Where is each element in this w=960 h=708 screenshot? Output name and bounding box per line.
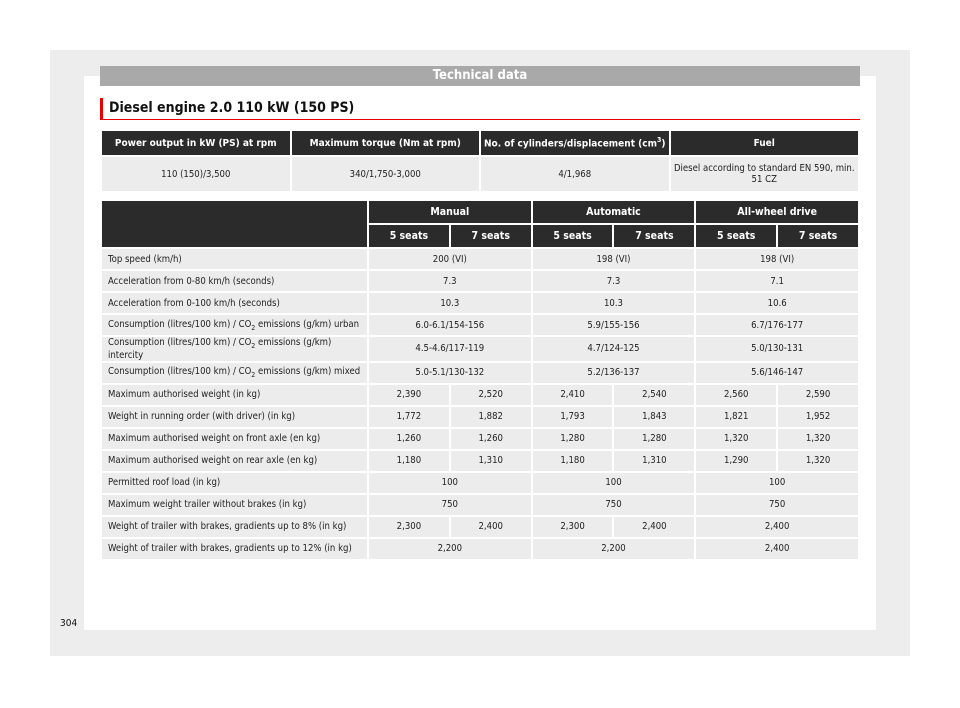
co2-prefix: Consumption (litres/100 km) / CO [108, 337, 252, 348]
cell-awd-7: 1,952 [778, 407, 858, 427]
seats-automatic-5: 5 seats [533, 225, 613, 247]
cell-automatic-5: 2,300 [533, 517, 613, 537]
cell-automatic-7: 1,843 [614, 407, 694, 427]
engine-table-header [102, 131, 858, 155]
cell-awd: 5.6/146-147 [696, 363, 858, 383]
co2-sub: 2 [251, 341, 256, 350]
power-value: 110 (150)/3,500 [102, 157, 290, 191]
fuel-header: Fuel [671, 131, 859, 155]
row-label: Top speed (km/h) [102, 249, 367, 269]
co2-prefix: Consumption (litres/100 km) / CO [108, 318, 252, 330]
row-label: Maximum weight trailer without brakes (in kg) [102, 495, 367, 515]
seats-manual-5: 5 seats [369, 225, 449, 247]
cell-manual: 100 [369, 473, 531, 493]
cell-manual-5: 1,180 [369, 451, 449, 471]
table-row [102, 271, 858, 291]
table-row [102, 293, 858, 313]
cell-manual: 6.0-6.1/154-156 [369, 315, 531, 335]
spec-table [100, 199, 860, 561]
fuel-value: Diesel according to standard EN 590, min. 51 CZ [671, 157, 859, 191]
cell-automatic: 2,200 [533, 539, 695, 559]
cell-manual: 5.0-5.1/130-132 [369, 363, 531, 383]
engine-table [100, 129, 860, 193]
seats-automatic-7: 7 seats [614, 225, 694, 247]
cell-automatic: 7.3 [533, 271, 695, 291]
cell-manual: 200 (VI) [369, 249, 531, 269]
cell-awd: 2,400 [696, 539, 858, 559]
table-row [102, 495, 858, 515]
torque-value: 340/1,750-3,000 [292, 157, 480, 191]
co2-sub: 2 [251, 323, 256, 332]
cell-awd-7: 2,590 [778, 385, 858, 405]
seats-awd-5: 5 seats [696, 225, 776, 247]
cell-automatic: 4.7/124-125 [533, 337, 695, 361]
cell-manual: 4.5-4.6/117-119 [369, 337, 531, 361]
cylinders-header-suffix: ) [661, 138, 666, 150]
cell-automatic-7: 2,400 [614, 517, 694, 537]
table-row [102, 429, 858, 449]
seats-manual-7: 7 seats [451, 225, 531, 247]
co2-suffix: emissions (g/km) mixed [255, 366, 361, 378]
cell-automatic: 750 [533, 495, 695, 515]
cell-manual-7: 1,882 [451, 407, 531, 427]
cylinders-header [481, 131, 669, 155]
group-manual: Manual [369, 201, 531, 223]
spec-group-header [102, 201, 858, 223]
group-automatic: Automatic [533, 201, 695, 223]
torque-header: Maximum torque (Nm at rpm) [292, 131, 480, 155]
cell-awd: 6.7/176-177 [696, 315, 858, 335]
row-label: Weight in running order (with driver) (in kg) [102, 407, 367, 427]
cell-automatic: 198 (VI) [533, 249, 695, 269]
seats-awd-7: 7 seats [778, 225, 858, 247]
cylinders-header-text: No. of cylinders/displacement (cm [484, 138, 657, 150]
cell-automatic-7: 1,280 [614, 429, 694, 449]
cell-manual: 750 [369, 495, 531, 515]
row-label: Weight of trailer with brakes, gradients up to 12% (in kg) [102, 539, 367, 559]
row-label: Weight of trailer with brakes, gradients up to 8% (in kg) [102, 517, 367, 537]
table-row [102, 473, 858, 493]
table-row [102, 451, 858, 471]
row-label: Permitted roof load (in kg) [102, 473, 367, 493]
cell-awd: 100 [696, 473, 858, 493]
cell-manual: 10.3 [369, 293, 531, 313]
cell-awd-5: 1,290 [696, 451, 776, 471]
co2-sub: 2 [251, 371, 256, 380]
table-row [102, 315, 858, 335]
cell-manual-5: 1,260 [369, 429, 449, 449]
cell-automatic-5: 1,280 [533, 429, 613, 449]
cell-awd-5: 1,320 [696, 429, 776, 449]
table-row [102, 517, 858, 537]
cell-automatic: 5.2/136-137 [533, 363, 695, 383]
cell-awd: 5.0/130-131 [696, 337, 858, 361]
cell-manual-7: 2,400 [451, 517, 531, 537]
cell-manual-5: 1,772 [369, 407, 449, 427]
cell-awd: 198 (VI) [696, 249, 858, 269]
page-number: 304 [60, 618, 78, 629]
row-label [102, 337, 367, 361]
cell-awd-5: 1,821 [696, 407, 776, 427]
cylinders-header-sup: 3 [656, 136, 662, 145]
cylinders-value: 4/1,968 [481, 157, 669, 191]
cell-awd: 10.6 [696, 293, 858, 313]
cell-manual-5: 2,390 [369, 385, 449, 405]
table-row [102, 157, 858, 191]
table-row [102, 539, 858, 559]
section-title: Technical data [100, 66, 860, 86]
cell-automatic-5: 1,180 [533, 451, 613, 471]
row-label: Maximum authorised weight on rear axle (en kg) [102, 451, 367, 471]
cell-awd: 7.1 [696, 271, 858, 291]
cell-awd-5: 2,560 [696, 385, 776, 405]
co2-prefix: Consumption (litres/100 km) / CO [108, 366, 252, 378]
cell-automatic: 5.9/155-156 [533, 315, 695, 335]
row-label: Acceleration from 0-80 km/h (seconds) [102, 271, 367, 291]
cell-manual-7: 1,260 [451, 429, 531, 449]
cell-automatic-7: 1,310 [614, 451, 694, 471]
cell-awd: 2,400 [696, 517, 858, 537]
row-label: Maximum authorised weight (in kg) [102, 385, 367, 405]
co2-suffix: emissions (g/km) urban [255, 318, 360, 330]
table-row [102, 407, 858, 427]
row-label [102, 315, 367, 335]
page-title: Diesel engine 2.0 110 kW (150 PS) [100, 98, 860, 120]
cell-manual-7: 2,520 [451, 385, 531, 405]
cell-manual: 2,200 [369, 539, 531, 559]
cell-awd: 750 [696, 495, 858, 515]
cell-automatic: 100 [533, 473, 695, 493]
row-label [102, 363, 367, 383]
blank-header [102, 201, 367, 247]
cell-automatic-5: 2,410 [533, 385, 613, 405]
cell-manual: 7.3 [369, 271, 531, 291]
cell-awd-7: 1,320 [778, 451, 858, 471]
cell-manual-5: 2,300 [369, 517, 449, 537]
row-label: Acceleration from 0-100 km/h (seconds) [102, 293, 367, 313]
row-label: Maximum authorised weight on front axle (en kg) [102, 429, 367, 449]
cell-awd-7: 1,320 [778, 429, 858, 449]
co2-suffix: emissions (g/km) intercity [108, 337, 332, 361]
group-awd: All-wheel drive [696, 201, 858, 223]
cell-manual-7: 1,310 [451, 451, 531, 471]
table-row [102, 249, 858, 269]
table-row [102, 385, 858, 405]
power-header: Power output in kW (PS) at rpm [102, 131, 290, 155]
table-row [102, 363, 858, 383]
cell-automatic: 10.3 [533, 293, 695, 313]
cell-automatic-7: 2,540 [614, 385, 694, 405]
table-row [102, 337, 858, 361]
cell-automatic-5: 1,793 [533, 407, 613, 427]
